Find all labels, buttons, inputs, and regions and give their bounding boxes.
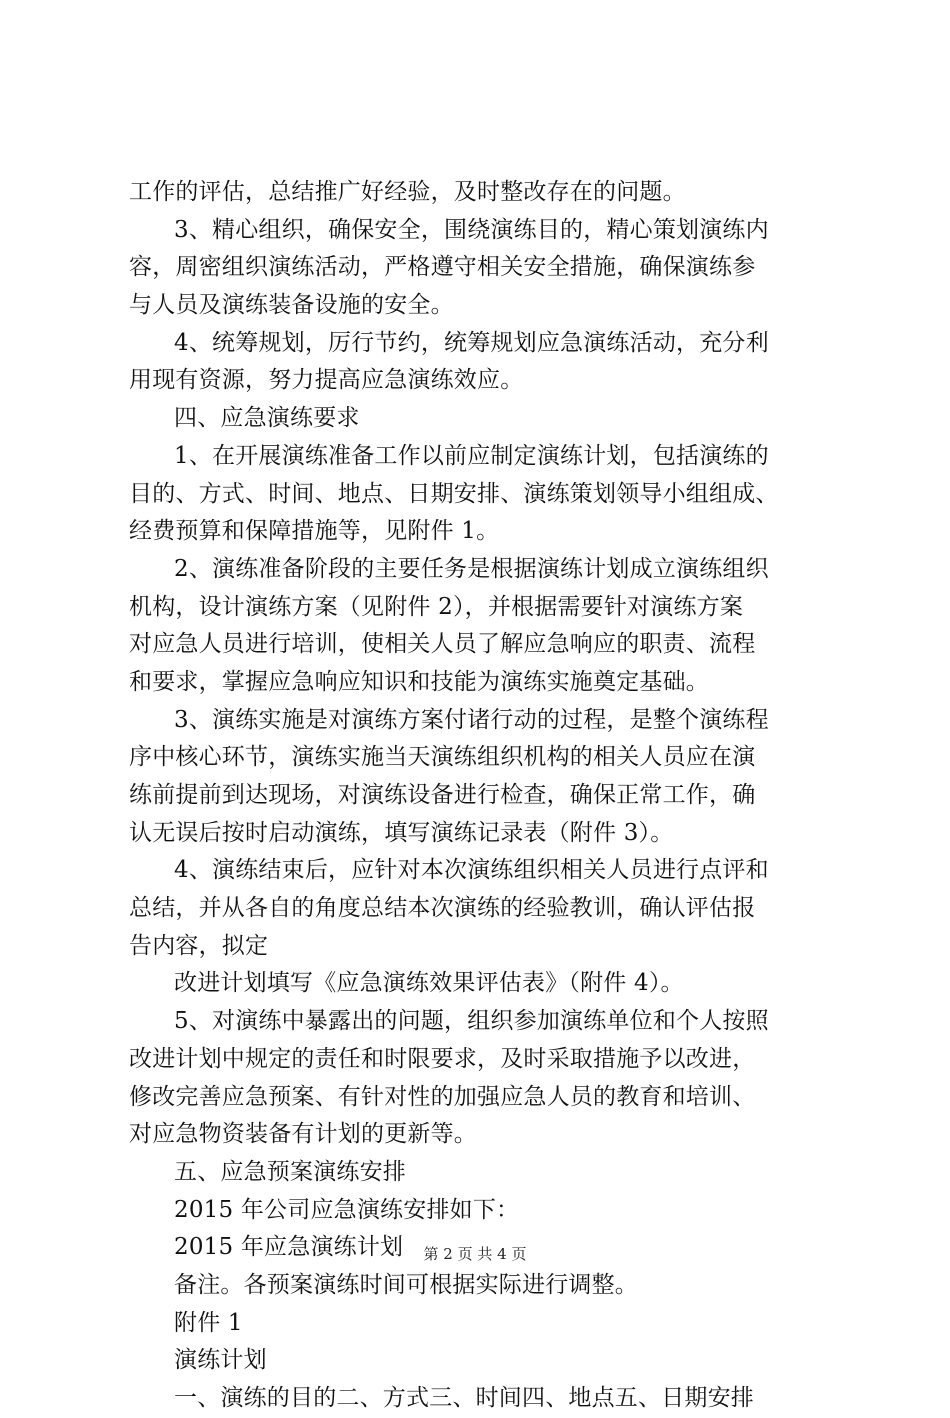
text-line: 3、精心组织，确保安全，围绕演练目的，精心策划演练内: [174, 216, 769, 243]
document-body: [129, 174, 834, 1418]
text-line: 目的、方式、时间、地点、日期安排、演练策划领导小组组成、: [129, 480, 779, 507]
text-line: 用现有资源，努力提高应急演练效应。: [129, 367, 524, 394]
text-line: 容，周密组织演练活动，严格遵守相关安全措施，确保演练参: [129, 254, 756, 281]
text-line: 附件 1: [174, 1309, 243, 1336]
text-line: 四、应急演练要求: [174, 405, 360, 432]
text-line: 2015 年公司应急演练安排如下：: [174, 1196, 520, 1223]
text-line: 和要求，掌握应急响应知识和技能为演练实施奠定基础。: [129, 668, 709, 695]
text-line: 五、应急预案演练安排: [174, 1158, 406, 1185]
text-line: 1、在开展演练准备工作以前应制定演练计划，包括演练的: [174, 442, 769, 469]
text-line: 改进计划填写《应急演练效果评估表》（附件 4）。: [174, 970, 684, 997]
text-line: 认无误后按时启动演练，填写演练记录表（附件 3）。: [129, 819, 674, 846]
text-line: 演练计划: [174, 1347, 267, 1374]
text-line: 对应急物资装备有计划的更新等。: [129, 1121, 477, 1148]
text-line: 修改完善应急预案、有针对性的加强应急人员的教育和培训、: [129, 1083, 756, 1110]
text-line: 告内容，拟定: [129, 932, 269, 959]
text-line: 2015 年应急演练计划: [174, 1234, 404, 1261]
text-line: 与人员及演练装备设施的安全。: [129, 292, 454, 319]
text-line: 2、演练准备阶段的主要任务是根据演练计划成立演练组织: [174, 555, 769, 582]
text-line: 序中核心环节，演练实施当天演练组织机构的相关人员应在演: [129, 744, 756, 771]
text-line: 经费预算和保障措施等，见附件 1。: [129, 518, 500, 545]
text-line: 工作的评估，总结推广好经验，及时整改存在的问题。: [129, 179, 686, 205]
text-line: 5、对演练中暴露出的问题，组织参加演练单位和个人按照: [174, 1008, 769, 1035]
page-footer: 第 2 页 共 4 页: [423, 1245, 527, 1263]
text-line: 机构，设计演练方案（见附件 2），并根据需要针对演练方案: [129, 593, 744, 620]
text-line: 练前提前到达现场，对演练设备进行检查，确保正常工作，确: [129, 782, 756, 808]
text-line: 备注。各预案演练时间可根据实际进行调整。: [174, 1271, 638, 1298]
text-line: 4、统筹规划，厉行节约，统筹规划应急演练活动，充分利: [174, 329, 769, 356]
text-line: 一、演练的目的二、方式三、时间四、地点五、日期安排: [174, 1385, 754, 1411]
text-line: 对应急人员进行培训，使相关人员了解应急响应的职责、流程: [129, 631, 756, 658]
text-line: 4、演练结束后，应针对本次演练组织相关人员进行点评和: [174, 857, 769, 884]
text-line: 总结，并从各自的角度总结本次演练的经验教训，确认评估报: [129, 895, 756, 922]
text-line: 3、演练实施是对演练方案付诸行动的过程，是整个演练程: [174, 706, 769, 733]
text-line: 改进计划中规定的责任和时限要求，及时采取措施予以改进，: [129, 1045, 756, 1072]
